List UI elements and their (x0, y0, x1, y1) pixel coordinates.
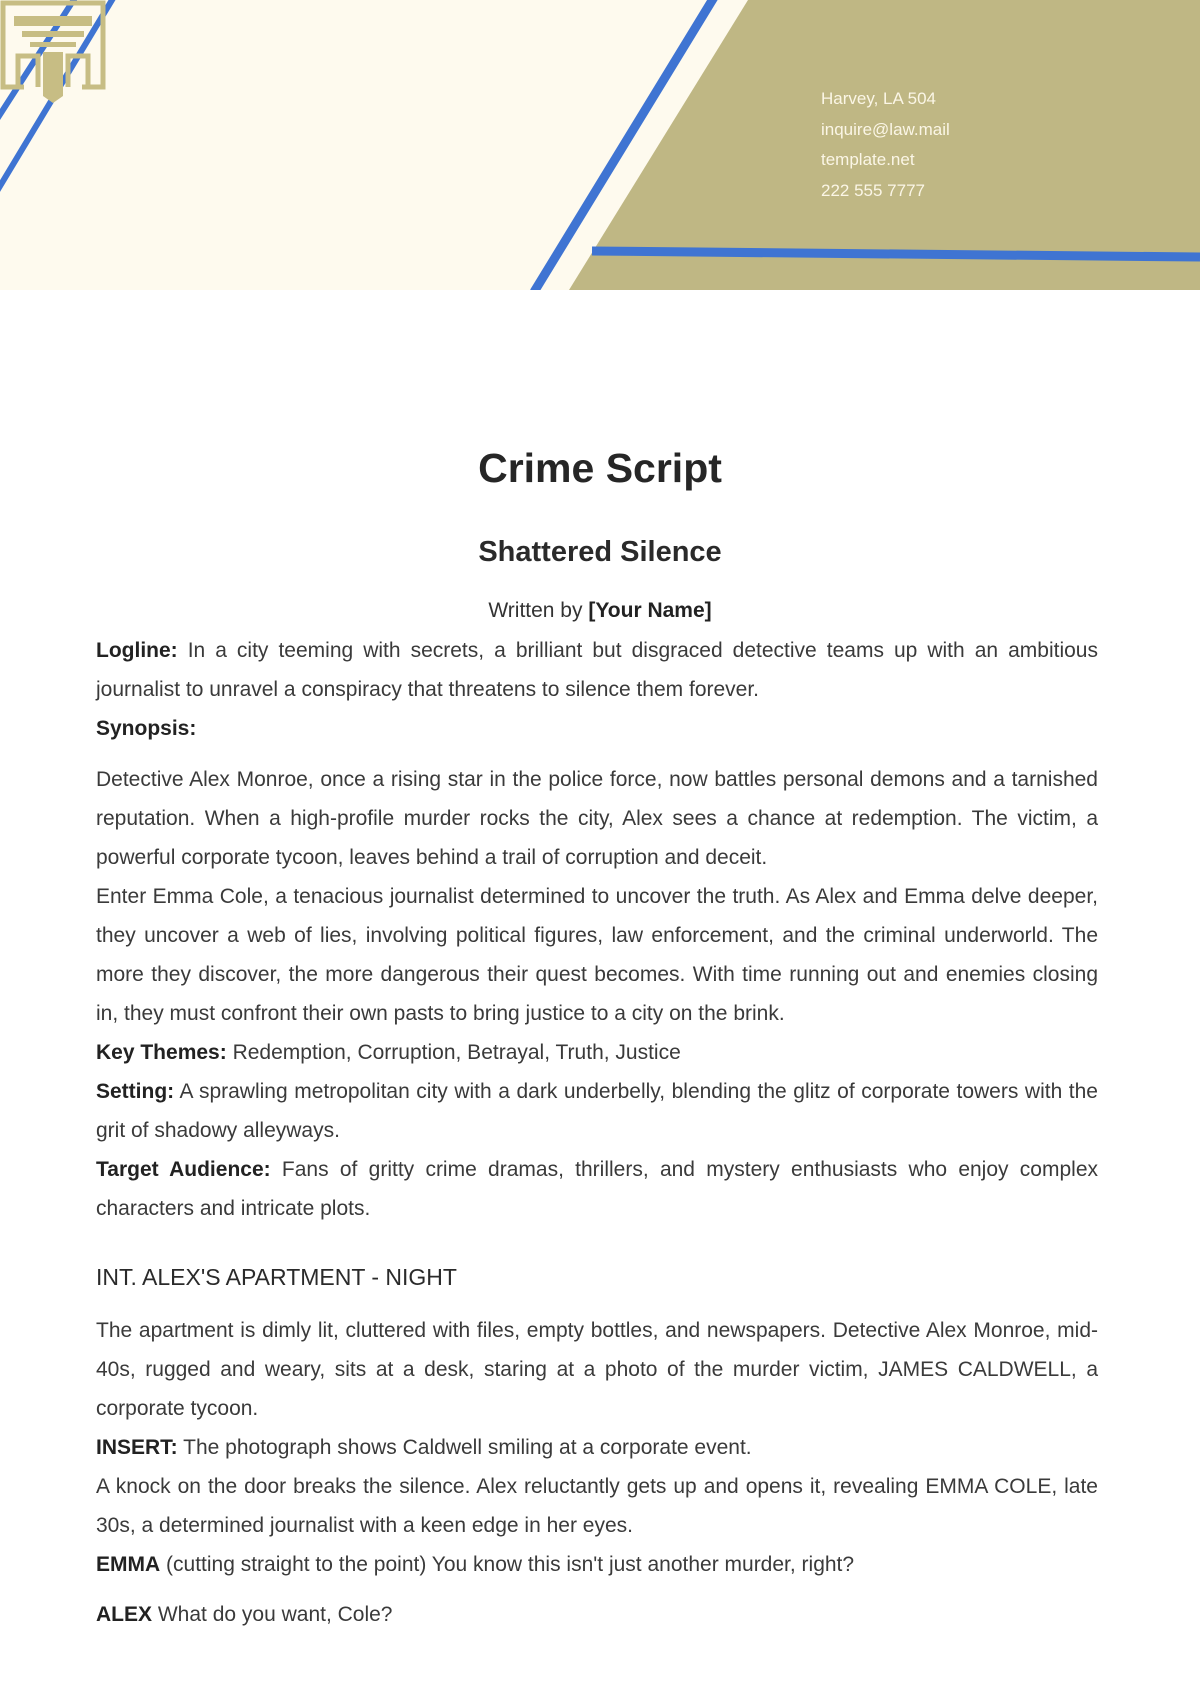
setting (96, 1072, 1098, 1150)
synopsis-paragraph-1: Detective Alex Monroe, once a rising star in the police force, now battles personal demons and a tarnished reputation. When a high-profile murder rocks the city, Alex sees a chance at redemption. The victim, a powerful corporate tycoon, leaves behind a trail of corruption and deceit. (96, 768, 1098, 869)
synopsis-paragraph-2: Enter Emma Cole, a tenacious journalist determined to uncover the truth. As Alex and Emma delve deeper, they uncover a web of lies, involving political figures, law enforcement, and the criminal underworld. The more they discover, the more dangerous their quest becomes. With time running out and enemies closing in, they must confront their own pasts to bring justice to a city on the brink. (96, 885, 1098, 1025)
logline (96, 631, 1098, 709)
target-audience-label: Target Audience: (96, 1158, 271, 1181)
logline-text: In a city teeming with secrets, a brilliant but disgraced detective teams up with an ambitious journalist to unravel a conspiracy that threatens to silence them forever. (96, 639, 1098, 701)
scene-heading: INT. ALEX'S APARTMENT - NIGHT (96, 1264, 457, 1290)
document-title: Crime Script (478, 445, 722, 491)
key-themes-label: Key Themes: (96, 1041, 227, 1064)
pillar-emblem-icon (0, 0, 106, 106)
synopsis-heading (96, 709, 1098, 748)
banner-graphic (0, 0, 1200, 290)
character-emma: EMMA (96, 1553, 161, 1576)
contact-block (821, 84, 950, 206)
setting-text: A sprawling metropolitan city with a dark underbelly, blending the glitz of corporate towers with the grit of shadowy alleyways. (96, 1080, 1098, 1142)
emma-line: (cutting straight to the point) You know this isn't just another murder, right? (166, 1553, 855, 1576)
script-body (96, 631, 1098, 1634)
letterhead-banner (0, 0, 1200, 290)
insert-line (96, 1428, 1098, 1467)
key-themes-text: Redemption, Corruption, Betrayal, Truth, Justice (232, 1041, 681, 1064)
synopsis-label: Synopsis: (96, 717, 197, 740)
target-audience-text: Fans of gritty crime dramas, thrillers, and mystery enthusiasts who enjoy complex characters and intricate plots. (96, 1158, 1098, 1220)
contact-phone: 222 555 7777 (821, 180, 925, 200)
character-alex: ALEX (96, 1603, 153, 1626)
byline-prefix: Written by (488, 599, 583, 622)
scene-paragraph-2: A knock on the door breaks the silence. Alex reluctantly gets up and opens it, revealing EMMA COLE, late 30s, a determined journalist with a keen edge in her eyes. (96, 1475, 1098, 1537)
key-themes (96, 1033, 1098, 1072)
byline-author: [Your Name] (588, 599, 712, 622)
dialogue-emma (96, 1545, 1098, 1584)
contact-email: inquire@law.mail (821, 119, 950, 139)
byline (0, 596, 1200, 626)
alex-line: What do you want, Cole? (157, 1603, 393, 1626)
banner-blue-stripe-bottom (592, 251, 1200, 257)
contact-website: template.net (821, 150, 915, 169)
scene-paragraph-1: The apartment is dimly lit, cluttered with files, empty bottles, and newspapers. Detective Alex Monroe, mid-40s, rugged and weary, sits at a desk, staring at a photo of the murder victim, JAMES CALDWELL, a corporate tycoon. (96, 1319, 1098, 1420)
script-title: Shattered Silence (478, 536, 722, 568)
contact-address: Harvey, LA 504 (821, 89, 936, 108)
insert-text: The photograph shows Caldwell smiling at a corporate event. (183, 1436, 752, 1459)
logline-label: Logline: (96, 639, 178, 662)
dialogue-alex (96, 1595, 1098, 1634)
setting-label: Setting: (96, 1080, 175, 1103)
target-audience (96, 1150, 1098, 1228)
insert-label: INSERT: (96, 1436, 178, 1459)
